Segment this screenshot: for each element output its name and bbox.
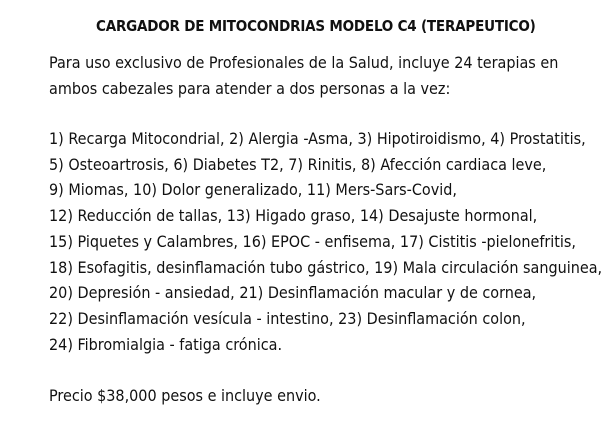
- therapy-list: [49, 126, 602, 357]
- therapy-line: 9) Miomas, 10) Dolor generalizado, 11) Mers-Sars-Covid,: [49, 180, 457, 200]
- therapy-line: 12) Reducción de tallas, 13) Higado graso, 14) Desajuste hormonal,: [49, 206, 538, 226]
- therapy-line: 18) Esofagitis, desinflamación tubo gástrico, 19) Mala circulación sanguinea,: [49, 257, 603, 277]
- therapy-line: 24) Fibromialgia - fatiga crónica.: [49, 334, 283, 354]
- price-text: Precio $38,000 pesos e incluye envio.: [49, 386, 321, 405]
- therapy-line: 20) Depresión - ansiedad, 21) Desinflamación macular y de cornea,: [49, 283, 537, 303]
- therapy-line: 1) Recarga Mitocondrial, 2) Alergia -Asma, 3) Hipotiroidismo, 4) Prostatitis,: [49, 129, 586, 148]
- therapy-line: 5) Osteoartrosis, 6) Diabetes T2, 7) Rinitis, 8) Afección cardiaca leve,: [49, 154, 547, 174]
- therapy-line: 15) Piquetes y Calambres, 16) EPOC - enfisema, 17) Cistitis -pielonefritis,: [49, 231, 576, 251]
- document-title: CARGADOR DE MITOCONDRIAS MODELO C4 (TERAPEUTICO): [96, 17, 536, 35]
- therapy-line: 22) Desinflamación vesícula - intestino, 23) Desinflamación colon,: [49, 308, 526, 328]
- intro-paragraph: Para uso exclusivo de Profesionales de la Salud, incluye 24 terapias en ambos cabezales para atender a dos personas a la vez:: [49, 53, 559, 98]
